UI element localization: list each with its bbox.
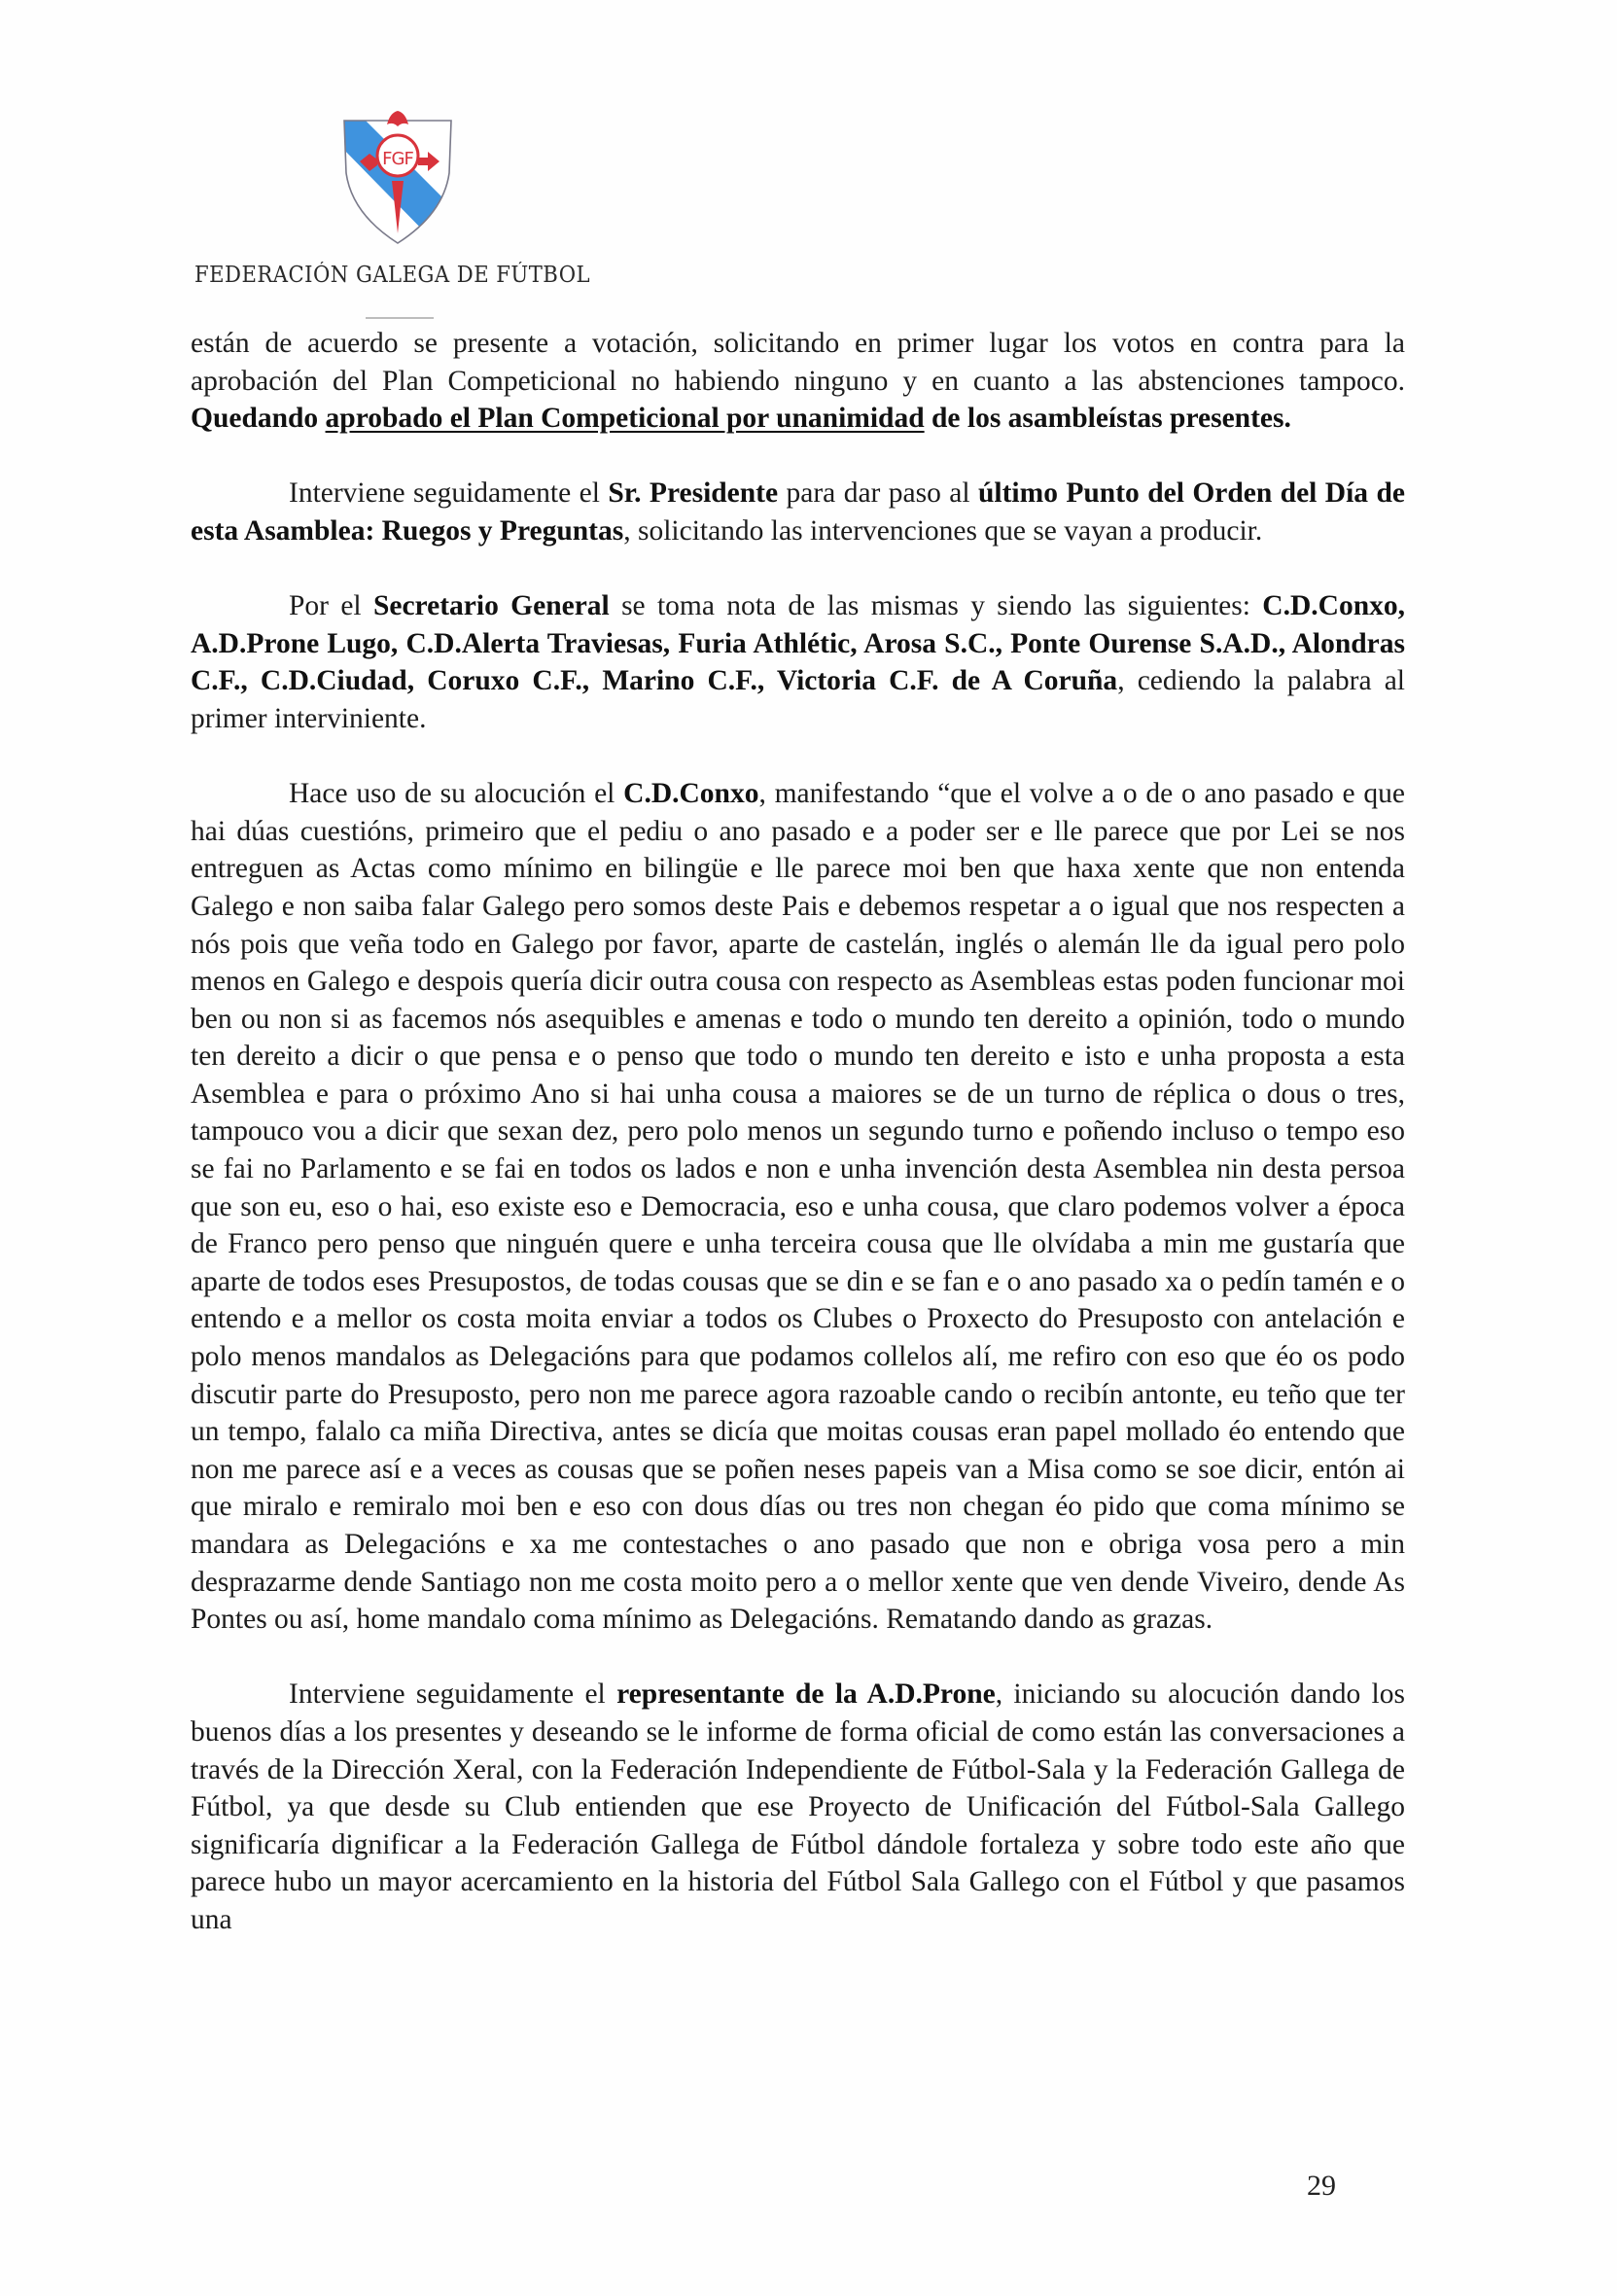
text-run: Por el xyxy=(289,590,373,622)
text-run: , cediendo la palabra al primer interviniente. xyxy=(191,665,1405,734)
paragraph xyxy=(191,1676,1405,1938)
text-run: Interviene seguidamente el xyxy=(289,1678,617,1711)
text-run: para dar paso al xyxy=(778,477,978,510)
bold-text: C.D.Conxo xyxy=(623,778,759,810)
bold-underlined-text: aprobado el Plan Competicional por unanimidad xyxy=(325,403,925,435)
logo-text: FGF xyxy=(382,149,413,169)
bold-text: Sr. Presidente xyxy=(608,477,779,510)
document-body xyxy=(191,325,1405,1976)
paragraph xyxy=(191,325,1405,438)
bold-text: C.D.Conxo, A.D.Prone Lugo, C.D.Alerta Traviesas, Furia Athlétic, Arosa S.C., Ponte Ourense S.A.D., Alondras C.F., C.D.Ciudad, Coruxo C.F., Marino C.F., Victoria C.F. de A Coruña xyxy=(191,590,1405,697)
bold-text: de los asambleístas presentes. xyxy=(924,403,1291,435)
bold-text: representante de la A.D.Prone xyxy=(616,1678,996,1711)
page-number: 29 xyxy=(1307,2170,1336,2202)
fgf-shield-logo-icon xyxy=(338,105,457,246)
organization-name: FEDERACIÓN GALEGA DE FÚTBOL xyxy=(194,263,591,288)
bold-text: Secretario General xyxy=(372,590,610,622)
text-run: Interviene seguidamente el xyxy=(289,477,609,510)
text-run: Hace uso de su alocución el xyxy=(289,778,624,810)
header-divider xyxy=(366,317,434,319)
paragraph xyxy=(191,775,1405,1639)
bold-text: último Punto del Orden del Día de esta Asamblea: Ruegos y Preguntas xyxy=(191,477,1405,547)
paragraph xyxy=(191,475,1405,549)
text-run: , solicitando las intervenciones que se vayan a producir. xyxy=(623,514,1263,547)
text-run: se toma nota de las mismas y siendo las siguientes: xyxy=(609,590,1263,622)
text-run: , manifestando “que el volve a o de o ano pasado e que hai dúas cuestións, primeiro que el pediu o ano pasado e a poder ser e lle parece que por Lei se nos entreguen as Actas como mínimo en bilingüe e lle parece moi ben que haxa xente que non entenda Galego e non saiba falar Galego pero somos deste Pais e debemos respetar a o igual que nos respecten a nós pois que veña todo en Galego por favor, aparte de castelán, inglés o alemán lle da igual pero polo menos en Galego e despois quería dicir outra cousa con respecto as Asembleas estas poden funcionar moi ben ou non si as facemos nós asequibles e amenas e todo o mundo ten dereito a opinión, todo o mundo ten dereito a dicir o que pensa e o penso que todo o mundo ten dereito e isto e unha proposta a esta Asemblea e para o próximo Ano si hai unha cousa a maiores se de un turno de réplica o dous o tres, tampouco vou a dicir que sexan dez, pero polo menos un segundo turno e poñendo incluso o tempo eso se fai no Parlamento e se fai en todos os lados e non e unha invención desta Asemblea nin desta persoa que son eu, eso o hai, eso existe eso e Democracia, eso e unha cousa, que claro podemos volver a época de Franco pero penso que ninguén quere e unha terceira cousa que lle olvídaba a min me gustaría que aparte de todos eses Presupostos, de todas cousas que se din e se fan e o ano pasado xa o pedín tamén e o entendo e a mellor os costa moita enviar a todos os Clubes o Proxecto do Presuposto con antelación e polo menos mandalos as Delegacións para que podamos collelos alí, me refiro con eso que éo os podo discutir parte do Presuposto, pero non me parece agora razoable cando o recibín antonte, eu teño que ter un tempo, falalo ca miña Directiva, antes se dicía que moitas cousas eran papel mollado éo entendo que non me parece así e a veces as cousas que se poñen neses papeis van a Misa como se soe dicir, entón ai que miralo e remiralo moi ben e eso con dous días ou tres non chegan éo pido que coma mínimo se mandara as Delegacións e xa me contestaches o ano pasado que non e obriga vosa pero a min desprazarme dende Santiago non me costa moito pero a o mellor xente que ven dende Viveiro, dende As Pontes ou así, home mandalo coma mínimo as Delegacións. Rematando dando as grazas. xyxy=(191,778,1405,1636)
bold-text: Quedando xyxy=(191,403,326,435)
text-run: , iniciando su alocución dando los buenos días a los presentes y deseando se le informe de forma oficial de como están las conversaciones a través de la Dirección Xeral, con la Federación Independiente de Fútbol-Sala y la Federación Gallega de Fútbol, ya que desde su Club entienden que ese Proyecto de Unificación del Fútbol-Sala Gallego significaría dignificar a la Federación Gallega de Fútbol dándole fortaleza y sobre todo este año que parece hubo un mayor acercamiento en la historia del Fútbol Sala Gallego con el Fútbol y que pasamos una xyxy=(191,1678,1405,1935)
paragraph xyxy=(191,587,1405,737)
text-run: están de acuerdo se presente a votación, solicitando en primer lugar los votos en contra para la aprobación del Plan Competicional no habiendo ninguno y en cuanto a las abstenciones tampoco. xyxy=(191,328,1405,397)
